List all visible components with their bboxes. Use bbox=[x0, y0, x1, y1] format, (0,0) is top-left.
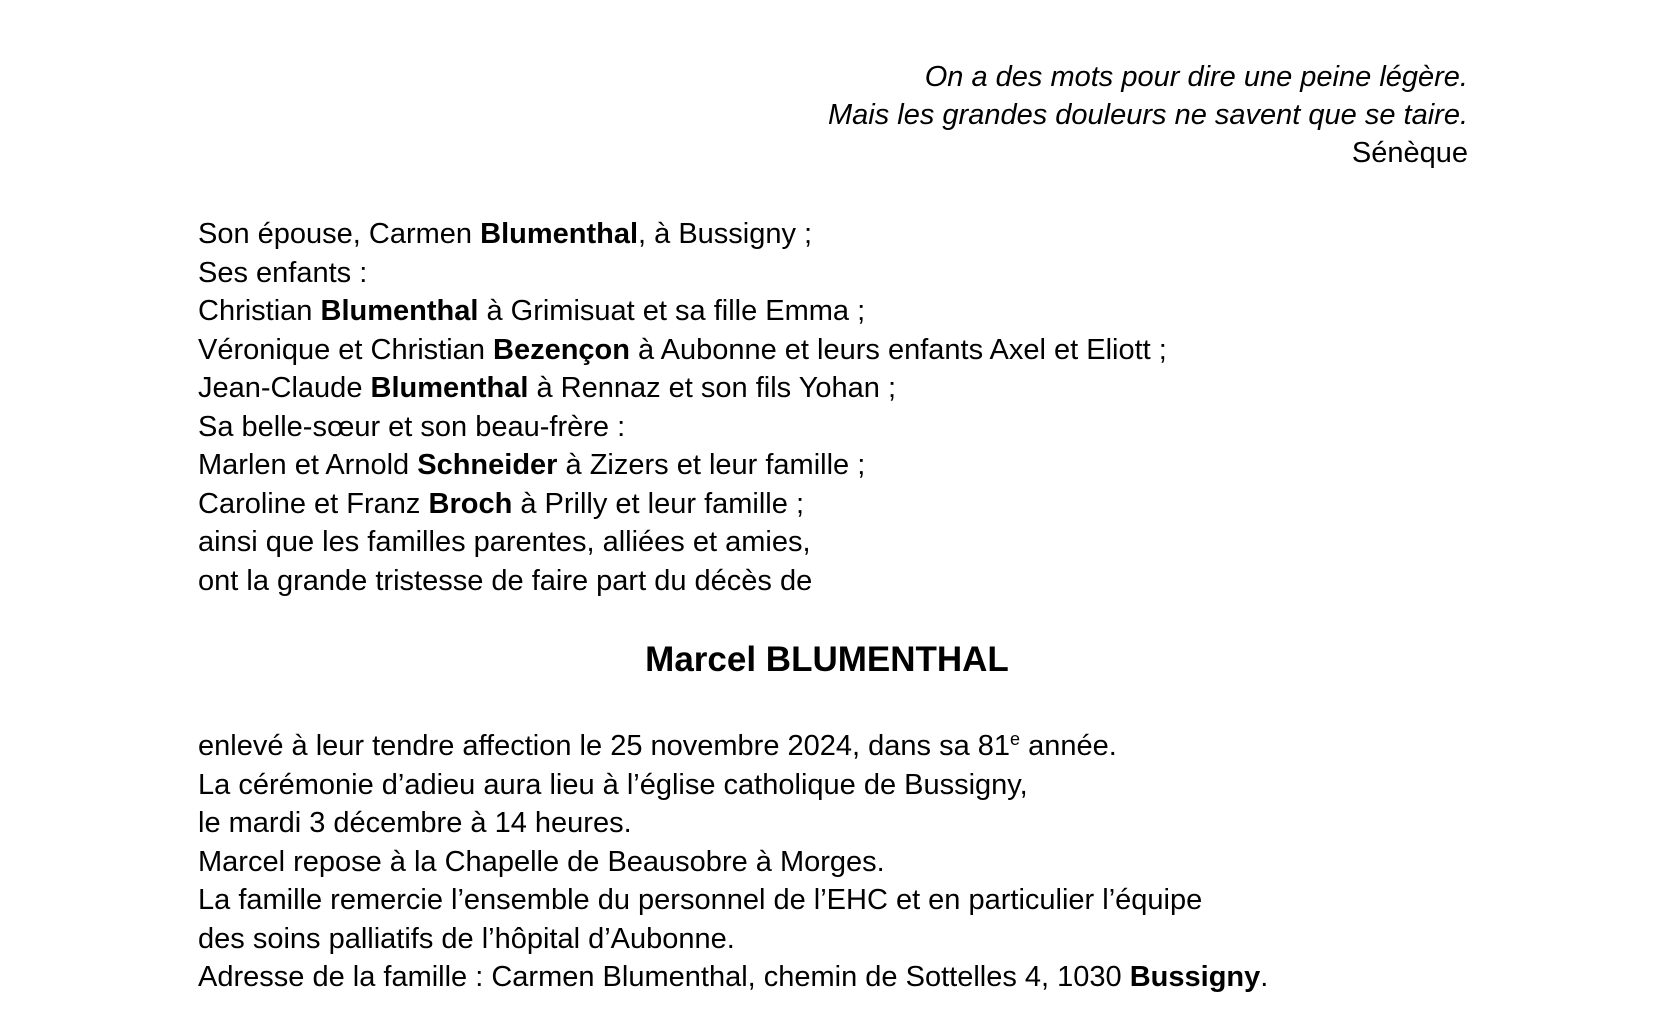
epigraph bbox=[828, 58, 1468, 172]
details-line-1: enlevé à leur tendre affection le 25 novembre 2024, dans sa 81e année. bbox=[198, 729, 1117, 762]
details-line-3: le mardi 3 décembre à 14 heures. bbox=[198, 807, 632, 839]
family-line: Ses enfants : bbox=[198, 256, 368, 289]
family-line: Caroline et Franz Broch à Prilly et leur famille ; bbox=[198, 487, 804, 520]
family-address: Adresse de la famille : Carmen Blumenthal, chemin de Sottelles 4, 1030 Bussigny. bbox=[198, 961, 1269, 993]
family-line: Sa belle-sœur et son beau-frère : bbox=[198, 410, 626, 443]
epigraph-line-1: On a des mots pour dire une peine légère. bbox=[924, 61, 1468, 93]
details-line-2: La cérémonie d’adieu aura lieu à l’église catholique de Bussigny, bbox=[198, 768, 1028, 801]
family-line: Véronique et Christian Bezençon à Aubonne et leurs enfants Axel et Eliott ; bbox=[198, 333, 1167, 366]
deceased-name: Marcel BLUMENTHAL bbox=[645, 640, 1009, 679]
family-line: Jean-Claude Blumenthal à Rennaz et son fils Yohan ; bbox=[198, 372, 897, 404]
details-line-5: La famille remercie l’ensemble du personnel de l’EHC et en particulier l’équipe bbox=[198, 884, 1203, 916]
announcement-details bbox=[198, 727, 1268, 997]
family-line: Christian Blumenthal à Grimisuat et sa fille Emma ; bbox=[198, 295, 866, 327]
family-line: ont la grande tristesse de faire part du décès de bbox=[198, 564, 813, 597]
epigraph-author: Sénèque bbox=[1351, 137, 1468, 169]
epigraph-line-2: Mais les grandes douleurs ne savent que se taire. bbox=[828, 99, 1468, 131]
details-line-6: des soins palliatifs de l’hôpital d’Aubonne. bbox=[198, 922, 735, 955]
details-line-4: Marcel repose à la Chapelle de Beausobre à Morges. bbox=[198, 845, 885, 878]
family-line: Son épouse, Carmen Blumenthal, à Bussigny ; bbox=[198, 218, 813, 250]
family-line: Marlen et Arnold Schneider à Zizers et leur famille ; bbox=[198, 449, 866, 481]
family-list bbox=[198, 215, 1167, 600]
family-line: ainsi que les familles parentes, alliées et amies, bbox=[198, 526, 811, 558]
